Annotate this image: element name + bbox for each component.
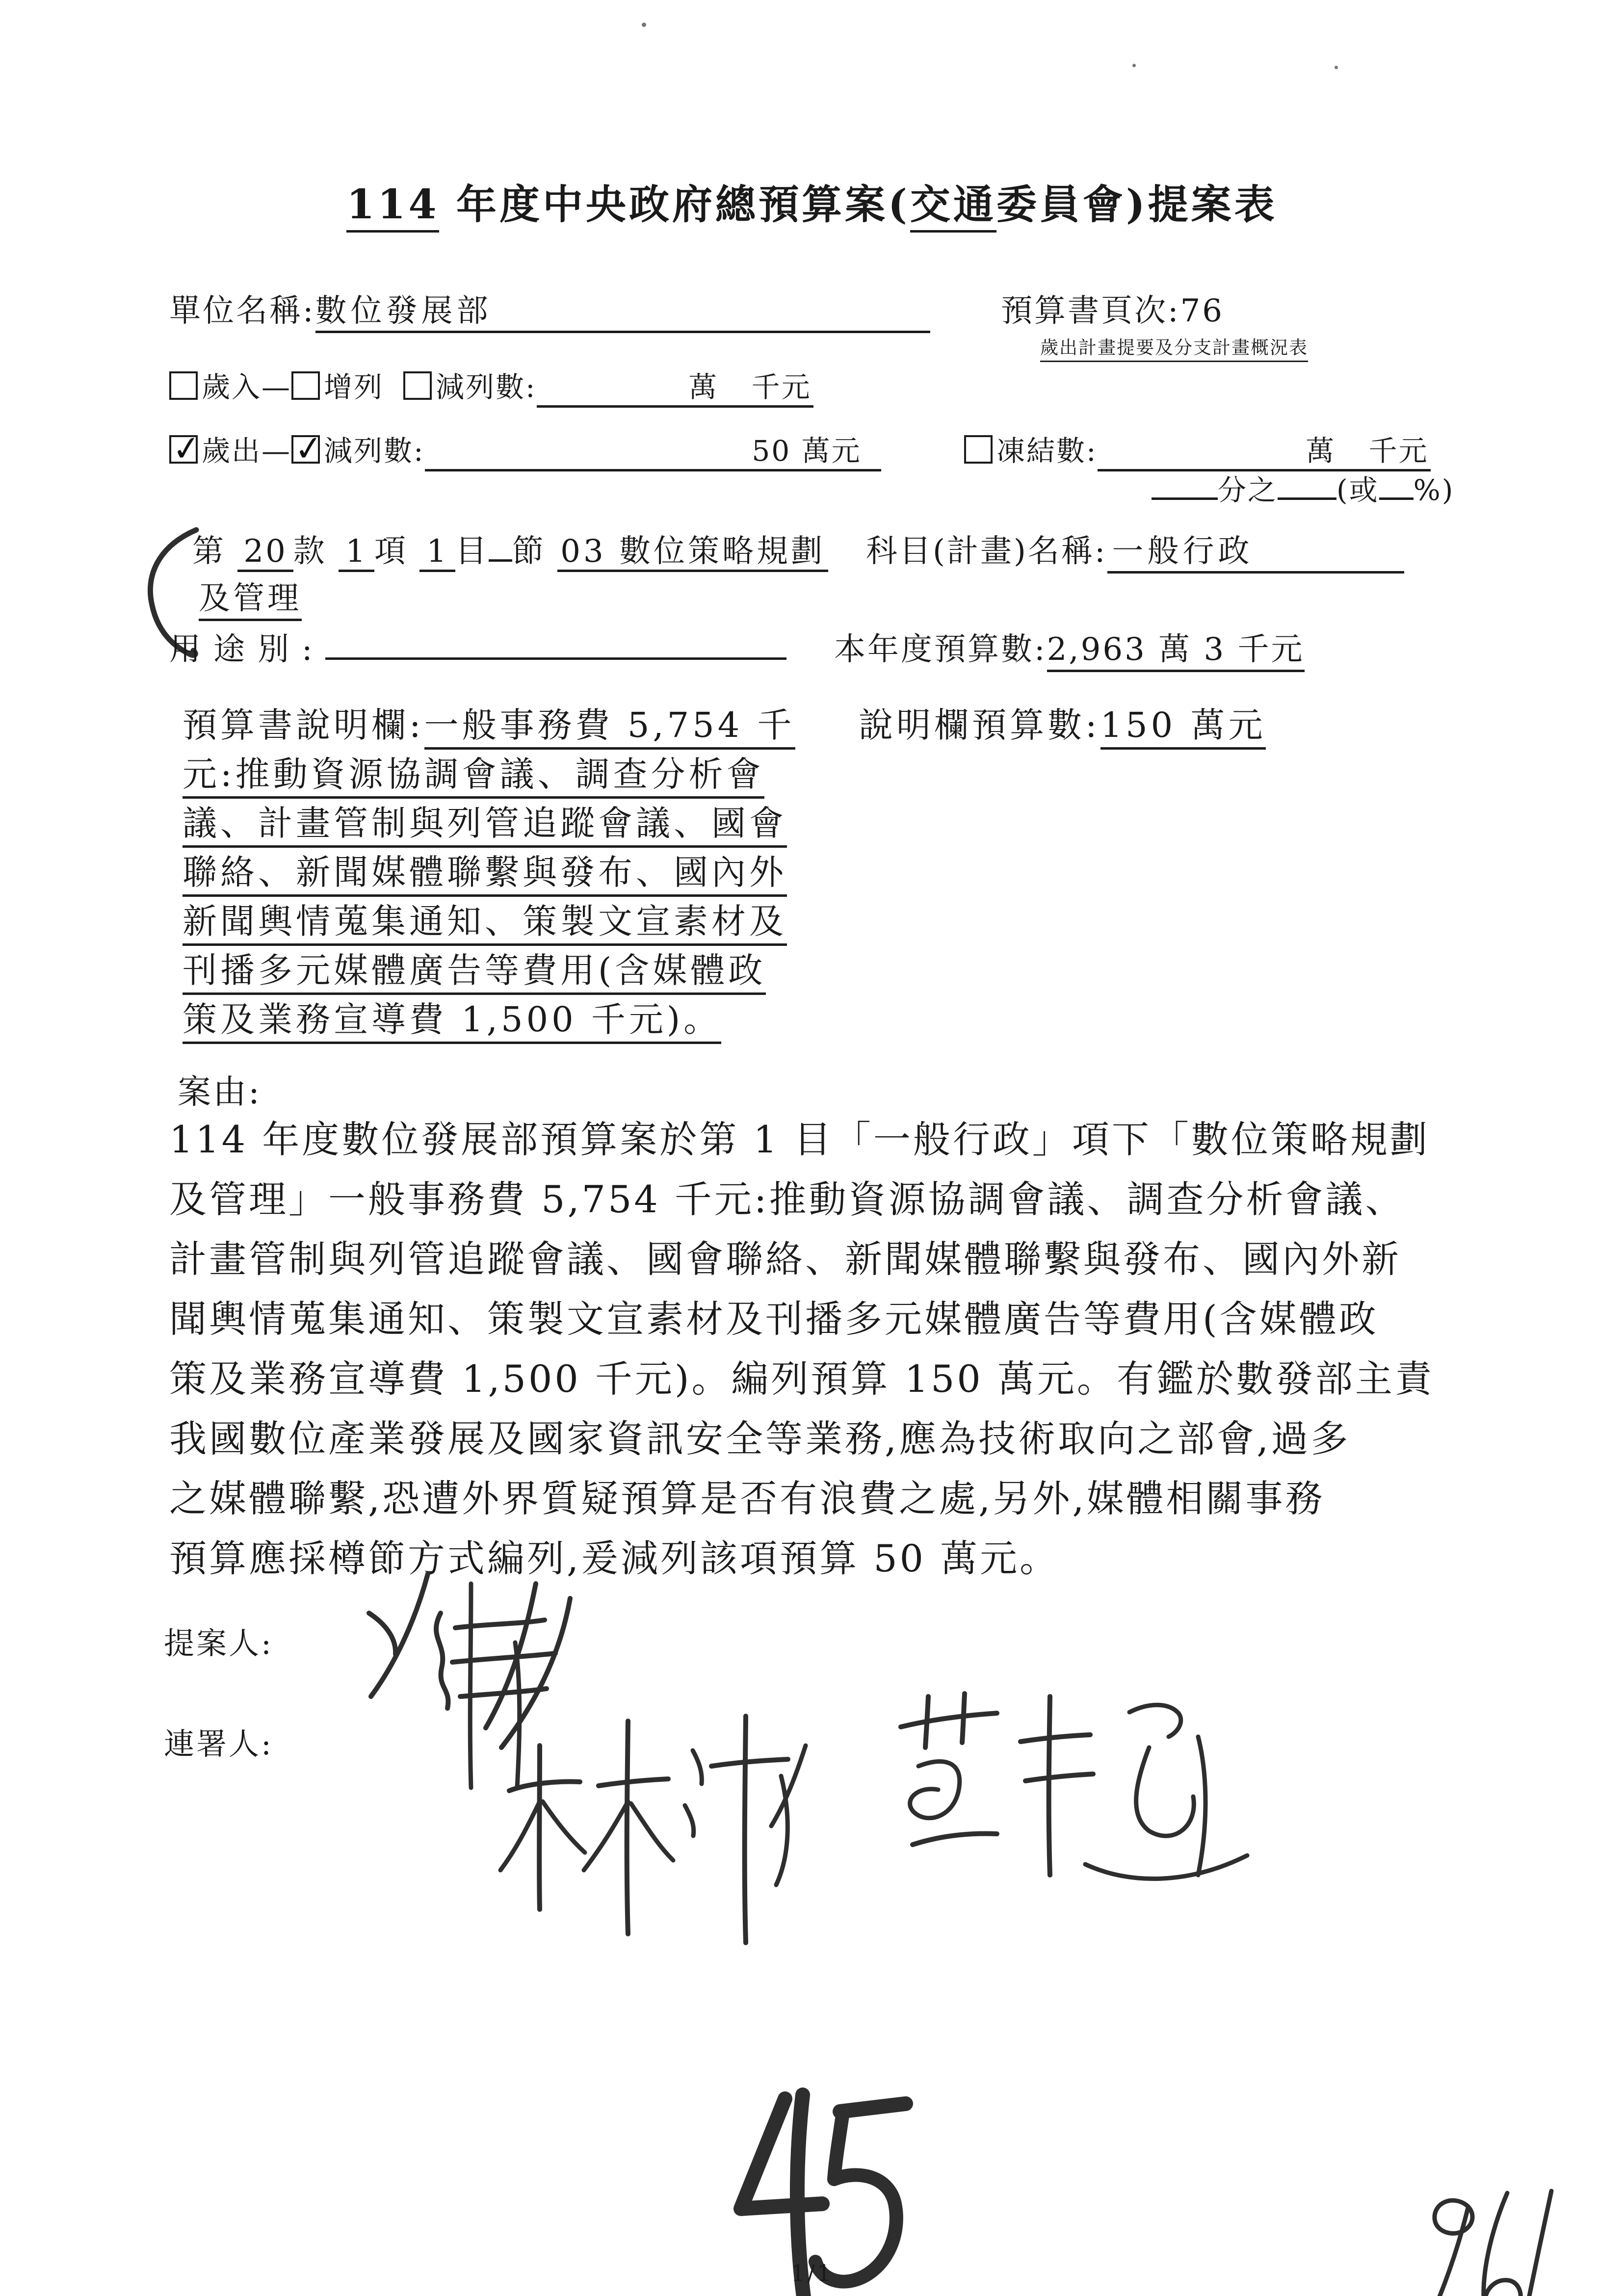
expense-row <box>169 428 881 471</box>
income-row <box>169 364 813 408</box>
annual-budget-row <box>834 624 1305 669</box>
jie-number-field <box>489 559 512 562</box>
income-amount-field: 萬 千元 <box>537 364 813 408</box>
budget-page-row <box>1001 286 1224 331</box>
jie-value-cont: 及管理 <box>199 580 302 621</box>
title-tail: 委員會)提案表 <box>996 181 1278 228</box>
fraction-numerator-field <box>1152 497 1218 500</box>
desc-line-7: 策及業務宣導費 1,500 千元)。 <box>183 999 721 1044</box>
subject-label: 科目(計畫)名稱: <box>866 533 1107 570</box>
case-line-5: 策及業務宣導費 1,500 千元)。編列預算 150 萬元。有鑑於數發部主責 <box>169 1357 1435 1401</box>
subject-field: 一般行政 <box>1107 526 1404 574</box>
desc-row-1 <box>183 698 795 747</box>
desc-line-3: 議、計畫管制與列管追蹤會議、國會 <box>183 803 787 848</box>
budget-page-value: 76 <box>1180 293 1224 329</box>
proposer-label: 提案人: <box>164 1625 273 1661</box>
checkbox-increase[interactable] <box>291 371 320 400</box>
jie-label: 節 <box>512 533 546 570</box>
checkbox-decrease-income[interactable] <box>403 371 432 400</box>
expense-amount-field: 50 萬元 <box>425 428 881 471</box>
cosigner-signature-2 <box>854 1668 1266 1943</box>
footer-page-number: 1/1 <box>790 2260 834 2286</box>
desc-budget-label: 說明欄預算數: <box>859 705 1100 745</box>
desc-line-1: 一般事務費 5,754 千 <box>424 705 795 750</box>
case-line-1: 114 年度數位發展部預算案於第 1 目「一般行政」項下「數位策略規劃 <box>169 1118 1430 1161</box>
freeze-label: 凍結數: <box>996 434 1098 468</box>
fraction-percent-field <box>1379 497 1414 500</box>
page-title <box>0 173 1624 230</box>
annual-budget-label: 本年度預算數: <box>834 631 1047 668</box>
fraction-or-open: (或 <box>1336 473 1379 507</box>
title-mid: 年度中央政府總預算案( <box>439 181 910 228</box>
freeze-amount-field: 萬 千元 <box>1098 428 1431 471</box>
dash: — <box>262 370 292 404</box>
decrease-income-label: 減列數: <box>436 370 537 404</box>
xiang-label: 項 <box>374 533 408 570</box>
scan-speck <box>1335 66 1338 69</box>
cosigner-signature-1 <box>481 1678 834 1943</box>
unit-name-row <box>169 286 930 333</box>
desc-budget-row <box>859 698 1266 747</box>
case-line-6: 我國數位產業發展及國家資訊安全等業務,應為技術取向之部會,過多 <box>169 1417 1351 1461</box>
fraction-close: %) <box>1413 473 1455 507</box>
checkbox-expense[interactable] <box>169 435 198 464</box>
desc-row-2 <box>183 747 764 796</box>
desc-row-3 <box>183 796 787 845</box>
desc-line-6: 刊播多元媒體廣告等費用(含媒體政 <box>183 950 766 995</box>
title-year: 114 <box>346 181 439 233</box>
jie-value: 03 數位策略規劃 <box>557 533 828 572</box>
desc-budget-value: 150 萬元 <box>1100 705 1266 750</box>
mu-value: 1 <box>419 533 455 572</box>
case-line-3: 計畫管制與列管追蹤會議、國會聯絡、新聞媒體聯繫與發布、國內外新 <box>169 1237 1401 1281</box>
checkbox-decrease-expense[interactable] <box>291 435 320 464</box>
mu-label: 目 <box>455 533 489 570</box>
case-line-2: 及管理」一般事務費 5,754 千元:推動資源協調會議、調查分析會議、 <box>169 1177 1405 1221</box>
fraction-row <box>1152 467 1454 508</box>
desc-row-7 <box>183 992 721 1042</box>
fraction-label: 分之 <box>1218 473 1278 507</box>
fraction-denominator-field <box>1278 497 1336 500</box>
income-label: 歲入 <box>202 370 262 404</box>
case-line-4: 聞輿情蒐集通知、策製文宣素材及刊播多元媒體廣告等費用(含媒體政 <box>169 1297 1379 1341</box>
case-line-8: 預算應採樽節方式編列,爰減列該項預算 50 萬元。 <box>169 1537 1060 1580</box>
annual-budget-value: 2,963 萬 3 千元 <box>1047 631 1305 672</box>
desc-row-5 <box>183 894 787 943</box>
freeze-row <box>964 428 1431 471</box>
dash: — <box>262 434 292 468</box>
expense-label: 歲出 <box>202 434 262 468</box>
purpose-row <box>169 624 786 669</box>
item-pre: 第 <box>192 533 226 570</box>
purpose-field <box>325 657 786 660</box>
item-row <box>192 526 828 571</box>
decrease-expense-label: 減列數: <box>324 434 425 468</box>
budget-page-label: 預算書頁次: <box>1001 293 1180 329</box>
desc-label: 預算書說明欄: <box>183 705 424 745</box>
subnote-text: 歲出計畫提要及分支計畫概況表 <box>1040 333 1308 362</box>
checkbox-freeze[interactable] <box>964 435 993 464</box>
purpose-label: 用途別: <box>169 631 325 668</box>
desc-line-4: 聯絡、新聞媒體聯繫與發布、國內外 <box>183 852 787 897</box>
kuan-label: 款 <box>293 533 327 570</box>
unit-name-field: 數位發展部 <box>315 286 930 333</box>
case-label: 案由: <box>178 1073 262 1112</box>
cosigner-label: 連署人: <box>164 1726 273 1762</box>
desc-line-5: 新聞輿情蒐集通知、策製文宣素材及 <box>183 901 787 946</box>
item-row-cont <box>199 573 302 618</box>
increase-label: 增列 <box>324 370 384 404</box>
unit-name-label: 單位名稱: <box>169 293 315 329</box>
desc-row-6 <box>183 943 766 992</box>
case-line-7: 之媒體聯繫,恐遭外界質疑預算是否有浪費之處,另外,媒體相關事務 <box>169 1477 1325 1520</box>
desc-row-4 <box>183 845 787 894</box>
xiang-value: 1 <box>339 533 374 572</box>
scan-speck <box>1132 64 1136 67</box>
checkbox-income[interactable] <box>169 371 198 400</box>
scan-speck <box>642 23 646 27</box>
desc-line-2: 元:推動資源協調會議、調查分析會 <box>183 754 764 799</box>
subject-row <box>866 526 1404 574</box>
kuan-value: 20 <box>237 533 293 572</box>
title-committee: 交通 <box>910 181 996 233</box>
